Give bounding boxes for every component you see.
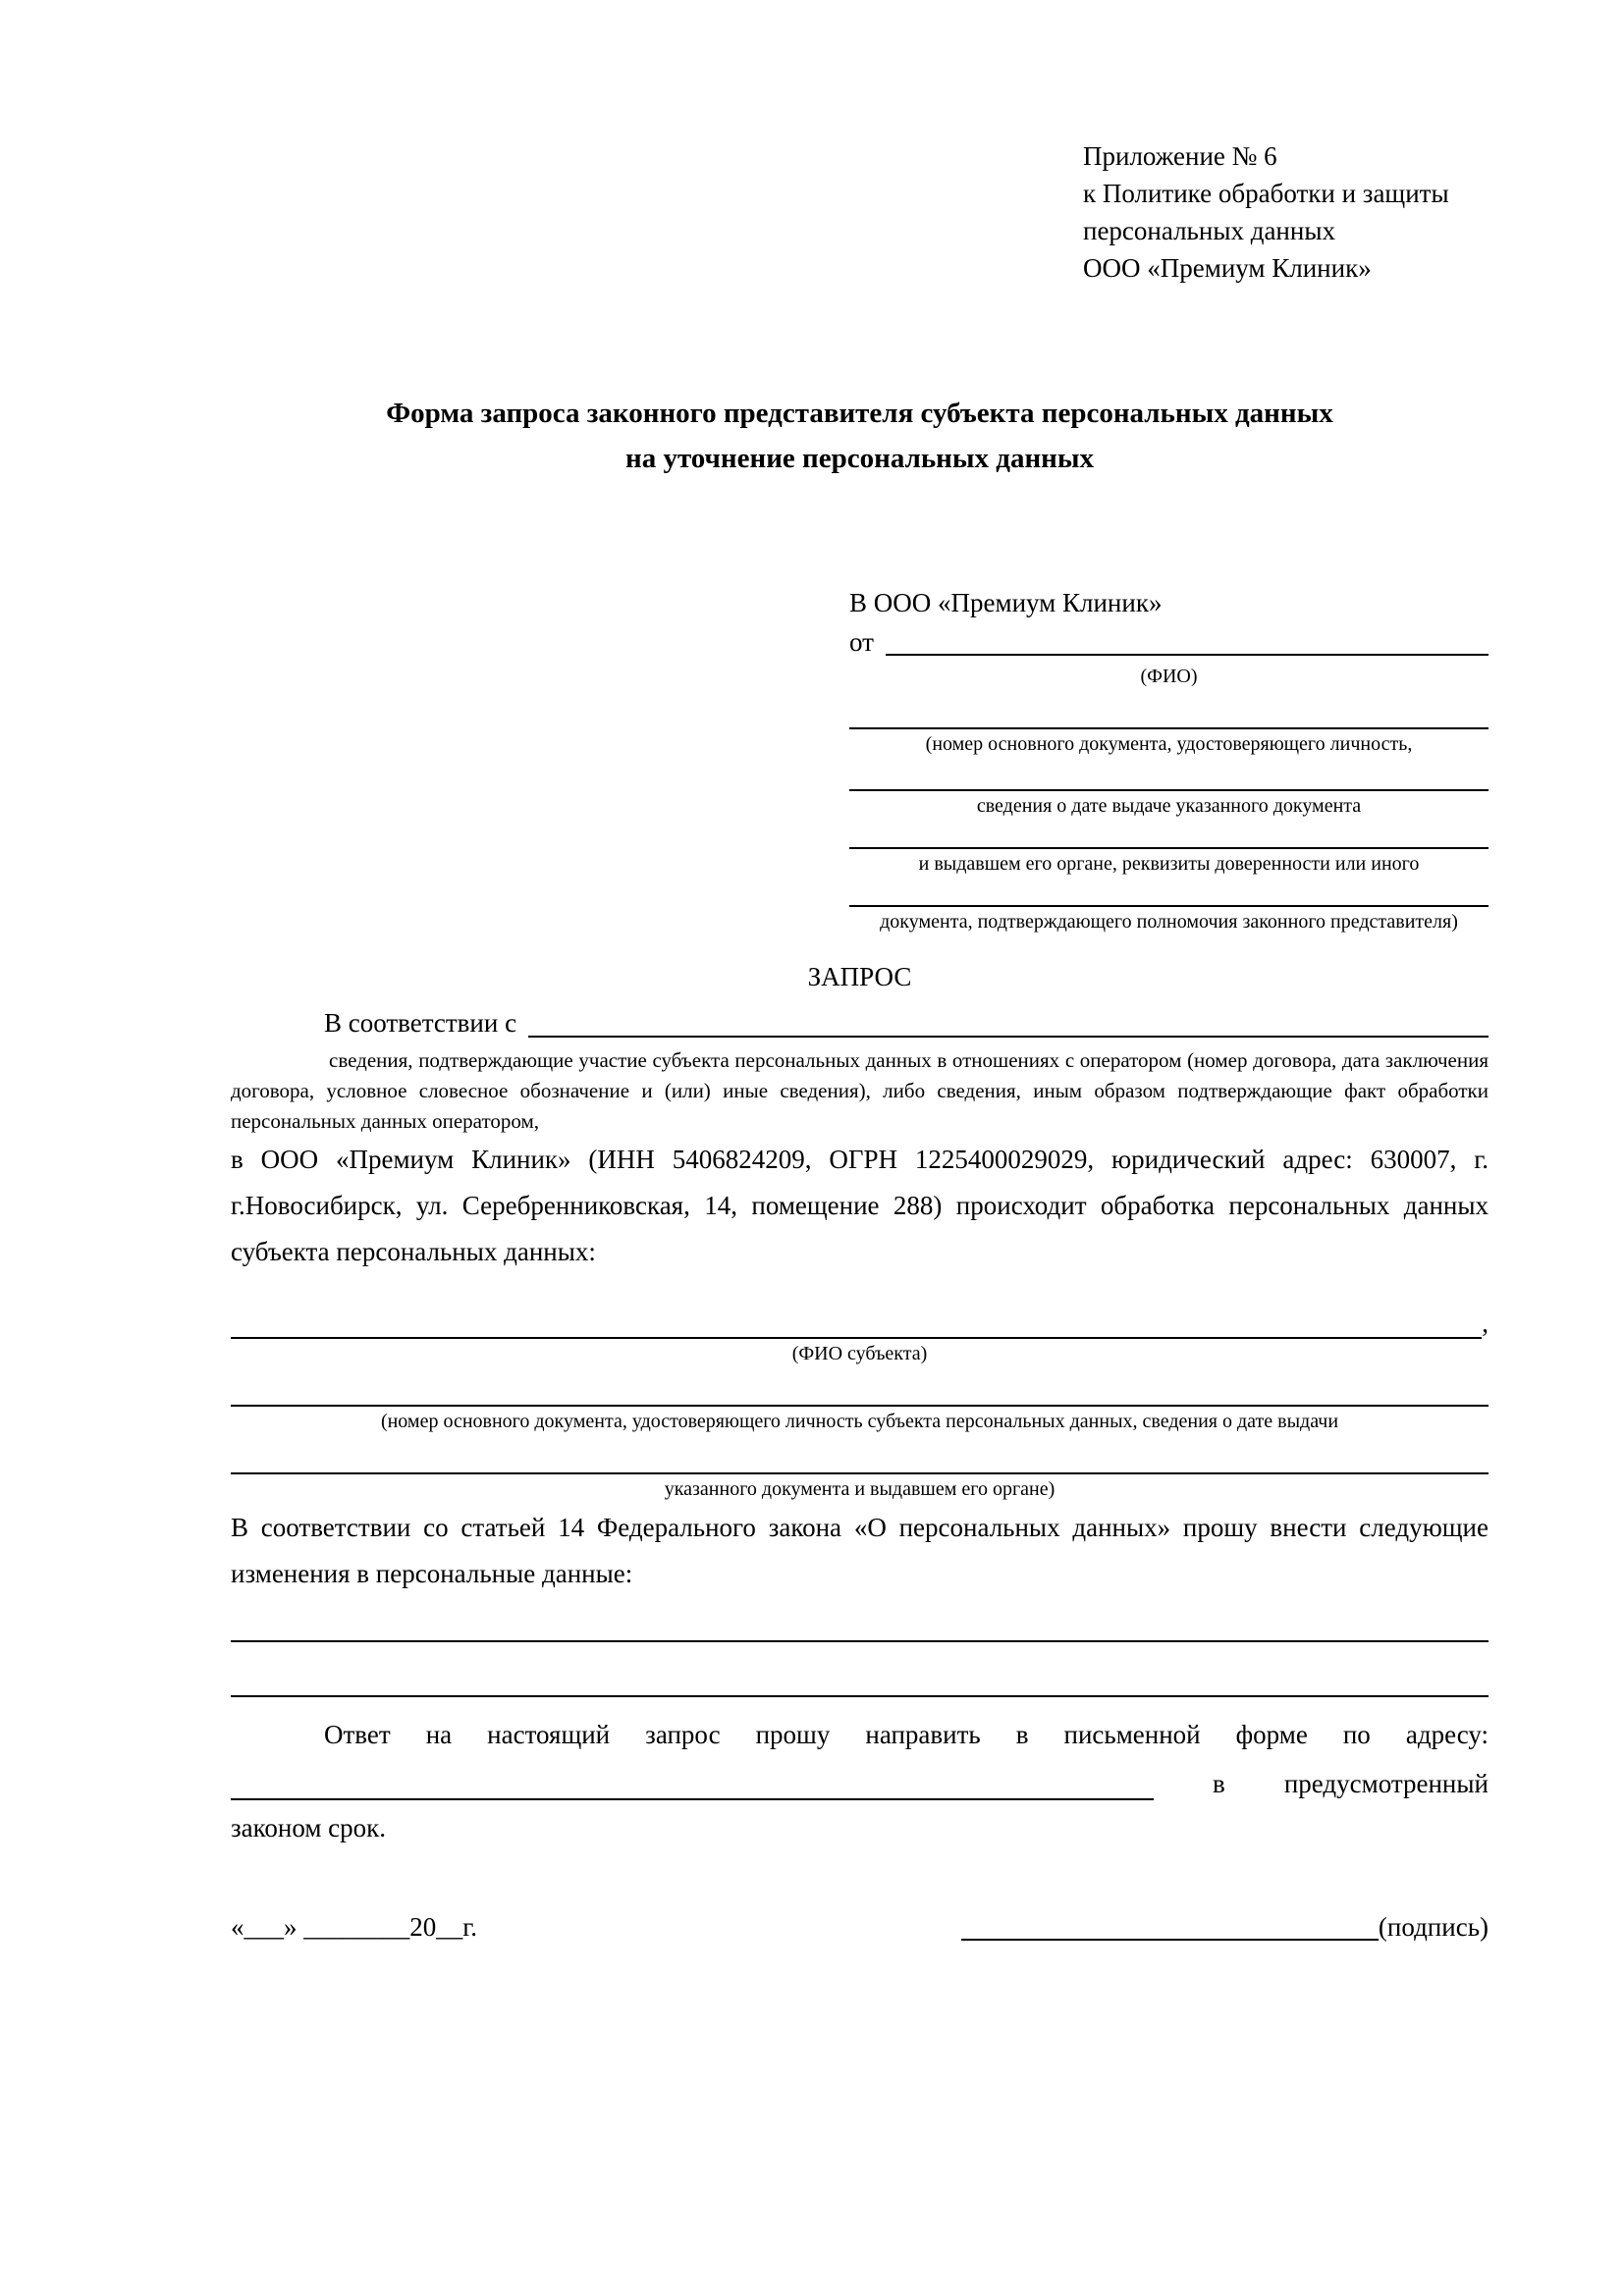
fio-caption: (ФИО)	[1140, 666, 1198, 687]
blank-line	[849, 727, 1489, 729]
subject-fio-caption: (ФИО субъекта)	[791, 1343, 928, 1364]
request-heading: ЗАПРОС	[807, 962, 912, 991]
blank-line	[849, 847, 1489, 849]
page-title-line1: Форма запроса законного представителя субъекта персональных данных	[386, 398, 1333, 429]
addressee-block	[849, 583, 1489, 934]
blank-line	[231, 1472, 1489, 1474]
page-title-line2: на уточнение персональных данных	[624, 443, 1095, 474]
from-row	[849, 622, 1489, 662]
address-blank-line	[231, 1798, 1154, 1800]
trailing-comma: ,	[1482, 1308, 1489, 1338]
blank-line	[231, 1337, 1482, 1339]
subject-fio-row	[231, 1308, 1489, 1339]
answer-word1: в	[1213, 1769, 1225, 1798]
blank-line	[849, 789, 1489, 791]
appendix-note-line: к Политике обработки и защиты	[1083, 179, 1449, 208]
from-blank-line	[886, 654, 1489, 656]
appendix-note-line: ООО «Премиум Клиник»	[1083, 253, 1372, 283]
from-label: от	[849, 627, 874, 657]
blank-line	[528, 1036, 1489, 1038]
blank-line	[231, 1695, 1489, 1697]
subject-doc-caption: указанного документа и выдавшем его органе)	[664, 1478, 1056, 1500]
date-blank: «___» ________20__г.	[231, 1912, 478, 1942]
appendix-note-line: персональных данных	[1083, 216, 1335, 245]
accordance-lead: В соответствии с	[324, 1008, 517, 1038]
blank-line-caption: (номер основного документа, удостоверяющего личность,	[925, 733, 1413, 755]
appendix-note	[1083, 137, 1489, 287]
answer-line3: законом срок.	[231, 1813, 387, 1842]
operator-paragraph: в ООО «Премиум Клиник» (ИНН 5406824209, ОГРН 1225400029029, юридический адрес: 630007, г. г.Новосибирск, ул. Серебренниковская, 14, помещение 288) происходит обработка персональных данных субъекта персональных данных:	[231, 1145, 1489, 1266]
answer-line2	[231, 1761, 1489, 1806]
law-paragraph: В соответствии со статьей 14 Федерального закона «О персональных данных» прошу внести следующие изменения в персональные данные:	[231, 1513, 1489, 1588]
signature-blank-line	[961, 1939, 1379, 1941]
accordance-footnote: сведения, подтверждающие участие субъекта персональных данных в отношениях с оператором (номер договора, дата заключения договора, условное словесное обозначение и (или) иные сведения), либо сведения, иным образом подтверждающие факт обработки персональных данных оператором,	[231, 1048, 1489, 1133]
blank-line-caption: документа, подтверждающего полномочия законного представителя)	[880, 911, 1458, 933]
accordance-row	[231, 1002, 1489, 1043]
blank-line-caption: и выдавшем его органе, реквизиты доверенности или иного	[918, 853, 1420, 875]
subject-doc-caption: (номер основного документа, удостоверяющего личность субъекта персональных данных, сведения о дате выдачи	[380, 1411, 1339, 1432]
blank-line	[231, 1640, 1489, 1642]
signature-caption: (подпись)	[1378, 1912, 1489, 1942]
blank-line-caption: сведения о дате выдаче указанного документа	[976, 795, 1362, 817]
answer-word2: предусмотренный	[1283, 1769, 1489, 1798]
appendix-note-line: Приложение № 6	[1083, 141, 1277, 171]
blank-line	[231, 1405, 1489, 1407]
blank-line	[849, 905, 1489, 907]
addressee-org: В ООО «Премиум Клиник»	[849, 588, 1163, 617]
page-title	[231, 391, 1489, 481]
answer-line1: Ответ на настоящий запрос прошу направить в письменной форме по адресу:	[324, 1720, 1489, 1749]
signature-area	[961, 1907, 1489, 1947]
footer-row	[231, 1907, 1489, 1947]
